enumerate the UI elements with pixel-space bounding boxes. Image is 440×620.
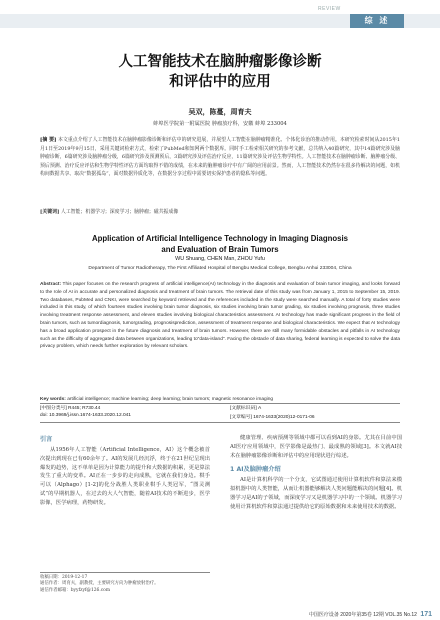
article-number [230,413,315,420]
abstract-zh-label: [摘 要] [40,137,57,143]
abstract-en [40,281,400,351]
abstract-en-label: Abstract: [40,282,62,287]
body-column-right [230,434,402,512]
abstract-zh [40,136,400,179]
footnote-rule [40,572,210,573]
page-footer [309,611,432,618]
abstract-en-text: This paper focuses on the research progress of artificial intelligence(AI) technology in the diagnosis and evaluation of brain tumor imaging, and looks forward to the role of AI in accurate and personalized diagnosis and treatment of brain tumors. The retrieval date of this study was from January 1, 2015 to September 15, 2019. Two databases, PubMed and CNKI, were searched by keyword retrieved and the references included in the study were searched manually. A total of forty studies were included in this study, of which fourteen studies involving brain tumor diagnosis, six studies involving brain tumor grading, six studies involving prognosis, three studies involving treatment response assessment, and eleven studies involving biological characteristics assessment. AI technology has made significant progress in the field of brain tumors, such as tumordiagnosis, tumorgrading, prognosisprediction, assessment of treatment response and biological characteristics. We expect that AI technology has a broad application prospect in the future diagnosis and treatment of brain tumors. However, there are still many formidable obstacles and pitfalls in AI technology such as the difficulty of aggregated data between organizations, leading to"data-island". Facing the obstacle of data sharing, federal learning is expected to solve the data privacy problem, which needs further exploration by relevant scholars. [40,282,400,350]
authors-zh: 吴双，陈蔓，周育夫 [188,107,252,116]
page-number: 171 [420,611,432,618]
keywords-en-label: Key words: [40,397,66,402]
intro-paragraph: 从1956年人工智能（Artificial Intelligence，AI）这个概念被首次提出到现在已有60余年了。AI的发展几经沉浮，终于在21世纪呈现出爆发的趋势，这不单单是因为计算能力的提升和大数据的积累，更是算法发生了重大的变革。AI正在一步步的走向成熟，它就在我们身边。棋手可以（Alphago）[1-2]的化分战胜人类职业棋手人类冠军，“图灵测试”的早期机器人，在过去的大人气智能，随着AI技术的不断进步，医学影像，医学病理，药物研发。 [40,447,210,506]
article-label: [文章编号] [230,415,252,420]
title-zh [0,52,440,92]
doc-code [230,404,261,411]
title-en [0,233,440,255]
footer-journal: 中国医疗设备 2020年第35卷 12期 [308,612,384,618]
title-zh-line-2: 和评估中的应用 [169,74,271,90]
doc-value: A [258,406,262,411]
footer-volume: VOL.35 No.12 [385,612,417,618]
meta-row-1 [40,404,400,411]
title-en-line-2: and Evaluation of Brain Tumors [161,245,279,254]
footnote-email: 通信作者邮箱：byyfzyf@126.com [40,587,110,593]
right-paragraph: 健康管理、疾病预测等领域中都可以看到AI的身影。尤其在目前中国AI医疗应用领域中，医学影像是最热门、最成熟的领域[3]。本文就AI技术在脑肿瘤影像诊断和评估中的应用现状进行综述。 [230,435,402,459]
section-badge: 综 述 [350,14,404,28]
keywords-en-text: artificial intelligence; machine learning; deep learning; brain tumors; magnetic resonance imaging [67,397,274,402]
affiliation-en: Department of Tumor Radiotherapy, The First Affiliated Hospital of Bengbu Medical College, Bengbu Anhui 233004, China [88,266,352,271]
section-1-heading: 1 AI及脑肿瘤介绍 [230,466,281,474]
authors-en: WU Shuang, CHEN Man, ZHOU Yufu [175,256,265,262]
keywords-zh-label: [关键词] [40,209,60,215]
clc-value: R445; R730.44 [68,406,101,411]
keywords-zh [40,208,400,216]
article-value: 1674-1633(2020)12-0171-06 [253,415,315,420]
doi-label: doi: [40,413,48,418]
title-zh-line-1: 人工智能技术在脑肿瘤影像诊断 [118,54,322,70]
affiliation-zh: 蚌埠医学院第一附属医院 肿瘤放疗科，安徽 蚌埠 233004 [153,121,287,127]
intro-heading: 引言 [40,436,53,443]
title-en-line-1: Application of Artificial Intelligence Technology in Imaging Diagnosis [91,234,349,243]
body-column-left [40,434,210,508]
clc-label: [中图分类号] [40,406,67,411]
section-1-paragraph: AI是计算机科学的一个分支，它试图通过使用计算机软件和算法来模拟机器中的人类智能，从而让机器能够解决人类问题能解决的问题[4]。机器学习是AI的子领域，而深度学习又是机器学习中的一个领域。机器学习使用计算机软件和算法通过提供给它的原始数据和未来使用技术的数据。 [230,477,402,510]
footnote-received: 收稿日期：2019-12-17 [40,575,88,580]
meta-row-2 [40,413,400,418]
doc-label: [文献标识码] [230,406,257,411]
footnotes [40,575,210,594]
abstract-zh-text: 本文重点介绍了人工智能技术在脑肿瘤影像诊断和评估中的研究进展，并展望人工智能在脑肿瘤精准化、个体化诊治的推动作用。本研究检索时间从2015年1月1日至2019年9月15日，采用关键词检索方式，检索了PubMed和知网两个数据库。同时手工检索相关研究的参考文献，总共纳入40篇研究，其中14篇研究涉及脑肿瘤诊断，6篇研究涉及脑肿瘤分级，6篇研究涉及预测预后，3篇研究涉及评估治疗反应，11篇研究涉及评估生物学特性。人工智能技术在脑肿瘤诊断、脑肿瘤分级、预后预测、治疗反应评估和生物学特性评估方面均取得不错的成绩，在未来的脑肿瘤诊疗中有广阔的应用前景。然而，人工智能技术仍然存在很多待解决的问题，如机构间数据共享、取决“数据孤岛”，面对数据异质化等，在数据分享过程中需要切实保护患者的隐私等问题。 [40,137,401,178]
footnote-author: 通信作者：周育夫，副教授，主要研究方向为肿瘤放射治疗。 [40,581,159,587]
keywords-zh-text: 人工智能；机器学习；深度学习；脑肿瘤；磁共振成像 [60,209,179,215]
doi-value: 10.3969/j.issn.1674-1633.2020.12.041 [49,413,131,418]
review-label: REVIEW [318,6,341,12]
meta-rule-bottom [40,422,400,423]
